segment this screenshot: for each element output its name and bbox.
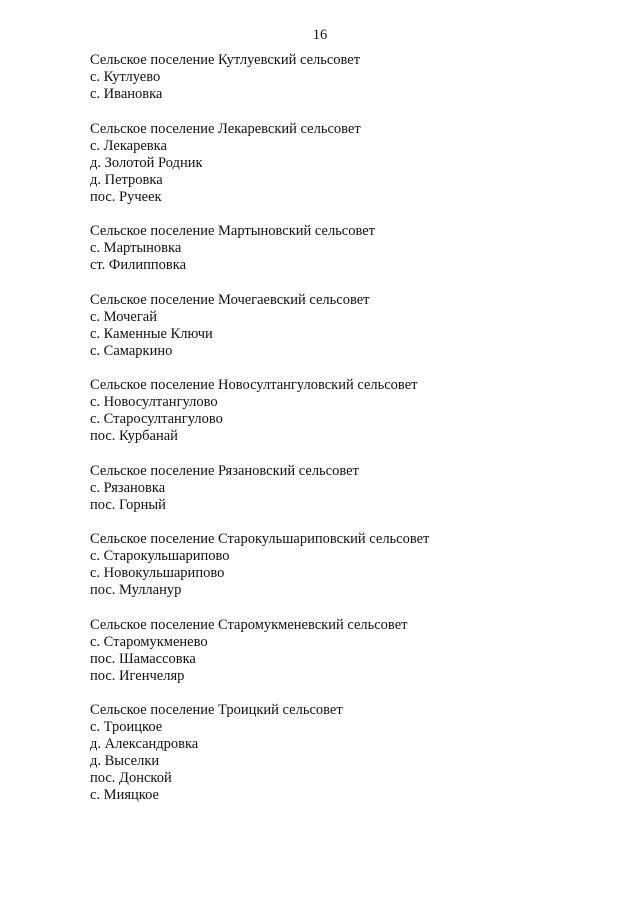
section-title: Сельское поселение Старокульшариповский сельсовет — [90, 531, 430, 547]
settlement-section — [90, 121, 590, 206]
settlement-section — [90, 617, 590, 685]
locality-item: пос. Шамассовка — [90, 650, 196, 667]
locality-item: с. Старомукменево — [90, 633, 208, 650]
locality-item: д. Петровка — [90, 171, 163, 188]
locality-item: с. Мияцкое — [90, 787, 159, 803]
section-title: Сельское поселение Новосултангуловский сельсовет — [90, 377, 418, 393]
locality-item: с. Мартыновка — [90, 240, 182, 256]
settlement-section — [90, 531, 590, 599]
section-title: Сельское поселение Старомукменевский сельсовет — [90, 616, 408, 633]
locality-item: с. Троицкое — [90, 719, 163, 735]
locality-item: с. Ивановка — [90, 86, 163, 102]
locality-item: ст. Филипповка — [90, 257, 187, 273]
locality-item: пос. Мулланур — [90, 582, 182, 598]
section-title: Сельское поселение Лекаревский сельсовет — [90, 120, 361, 137]
section-title: Сельское поселение Троицкий сельсовет — [90, 702, 343, 718]
settlement-section — [90, 377, 590, 445]
settlement-section — [90, 52, 590, 103]
locality-item: с. Каменные Ключи — [90, 325, 213, 342]
settlement-list — [90, 52, 590, 822]
locality-item: с. Новокульшарипово — [90, 565, 225, 581]
section-title: Сельское поселение Кутлуевский сельсовет — [90, 52, 361, 68]
page-number: 16 — [312, 27, 328, 43]
locality-item: пос. Донской — [90, 770, 172, 786]
section-title: Сельское поселение Рязановский сельсовет — [90, 462, 359, 479]
section-title: Сельское поселение Мочегаевский сельсовет — [90, 291, 370, 308]
locality-item: с. Кутлуево — [90, 69, 161, 85]
locality-item: пос. Игенчеляр — [90, 667, 185, 684]
locality-item: с. Старокульшарипово — [90, 548, 230, 564]
settlement-section — [90, 292, 590, 360]
locality-item: с. Новосултангулово — [90, 394, 218, 410]
locality-item: д. Золотой Родник — [90, 154, 203, 171]
locality-item: с. Старосултангулово — [90, 411, 223, 427]
section-title: Сельское поселение Мартыновский сельсовет — [90, 223, 376, 239]
locality-item: д. Выселки — [90, 753, 160, 769]
locality-item: с. Лекаревка — [90, 137, 167, 154]
settlement-section — [90, 702, 590, 804]
locality-item: с. Рязановка — [90, 479, 166, 496]
locality-item: пос. Горный — [90, 496, 166, 513]
locality-item: с. Мочегай — [90, 308, 157, 325]
locality-item: д. Александровка — [90, 736, 199, 752]
locality-item: пос. Курбанай — [90, 428, 178, 444]
locality-item: пос. Ручеек — [90, 188, 162, 205]
settlement-section — [90, 223, 590, 274]
locality-item: с. Самаркино — [90, 342, 173, 359]
settlement-section — [90, 463, 590, 514]
